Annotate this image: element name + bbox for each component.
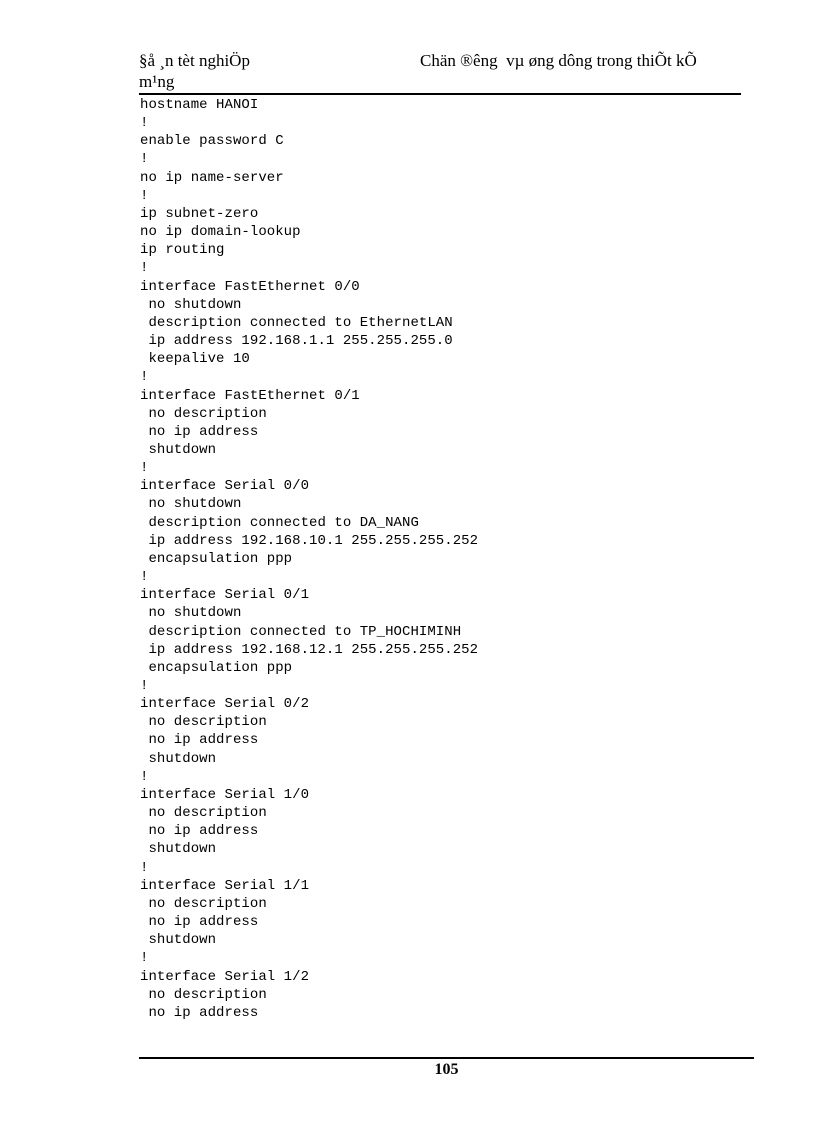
config-line: no ip name-server xyxy=(140,169,284,186)
footer-divider xyxy=(139,1057,754,1059)
config-line: no description xyxy=(140,805,267,822)
config-line: hostname HANOI xyxy=(140,97,259,113)
config-line: no shutdown xyxy=(140,605,242,622)
config-line: description connected to EthernetLAN xyxy=(140,314,453,331)
config-line: encapsulation ppp xyxy=(140,659,293,676)
config-line: no shutdown xyxy=(140,296,242,313)
config-line: ! xyxy=(140,260,149,277)
header-title-line-2: m¹ng xyxy=(139,72,175,91)
config-line: ! xyxy=(140,115,149,132)
config-line: ip address 192.168.10.1 255.255.255.252 xyxy=(140,532,479,549)
page-number: 105 xyxy=(434,1061,459,1078)
config-line: no ip address xyxy=(140,1004,259,1021)
page-header-left xyxy=(139,50,399,92)
config-line: no ip address xyxy=(140,423,259,440)
config-line: ip address 192.168.12.1 255.255.255.252 xyxy=(140,641,479,658)
config-line: encapsulation ppp xyxy=(140,550,293,567)
config-line: no ip address xyxy=(140,914,259,931)
config-line: interface Serial 1/0 xyxy=(140,786,310,803)
header-divider xyxy=(139,93,741,95)
router-config-listing xyxy=(140,96,740,1022)
config-line: ! xyxy=(140,569,149,586)
config-line: shutdown xyxy=(140,441,217,458)
config-line: shutdown xyxy=(140,932,217,949)
config-line: ! xyxy=(140,678,149,694)
config-line: description connected to DA_NANG xyxy=(140,514,419,531)
config-line: ! xyxy=(140,369,149,386)
config-line: description connected to TP_HOCHIMINH xyxy=(140,623,462,640)
config-line: interface FastEthernet 0/0 xyxy=(140,278,360,295)
page-header-right: Chän ®êng vµ øng dông trong thiÕt kÕ xyxy=(420,51,697,70)
header-title-line-1: §å ¸n tèt nghiÖp xyxy=(139,51,250,70)
config-line: ip routing xyxy=(140,242,225,259)
config-line: ip subnet-zero xyxy=(140,205,259,222)
config-line: enable password C xyxy=(140,133,284,150)
config-line: no description xyxy=(140,714,267,731)
config-line: ! xyxy=(140,768,149,785)
config-line: no ip address xyxy=(140,823,259,840)
config-line: ! xyxy=(140,460,149,477)
config-line: interface Serial 1/1 xyxy=(140,877,310,894)
config-line: interface Serial 0/2 xyxy=(140,696,310,713)
config-line: ! xyxy=(140,187,149,204)
config-line: no ip domain-lookup xyxy=(140,224,301,241)
config-line: shutdown xyxy=(140,841,217,858)
config-line: ip address 192.168.1.1 255.255.255.0 xyxy=(140,333,453,350)
config-line: ! xyxy=(140,859,149,876)
config-line: no ip address xyxy=(140,732,259,749)
config-line: interface Serial 0/0 xyxy=(140,478,310,495)
config-line: keepalive 10 xyxy=(140,351,250,368)
config-line: interface Serial 0/1 xyxy=(140,587,310,604)
config-line: interface FastEthernet 0/1 xyxy=(140,387,360,404)
config-line: no description xyxy=(140,895,267,912)
config-line: no shutdown xyxy=(140,496,242,513)
config-line: ! xyxy=(140,151,149,168)
config-line: shutdown xyxy=(140,750,217,767)
config-line: ! xyxy=(140,950,149,967)
config-line: interface Serial 1/2 xyxy=(140,968,310,985)
config-line: no description xyxy=(140,405,267,422)
config-line: no description xyxy=(140,986,267,1003)
